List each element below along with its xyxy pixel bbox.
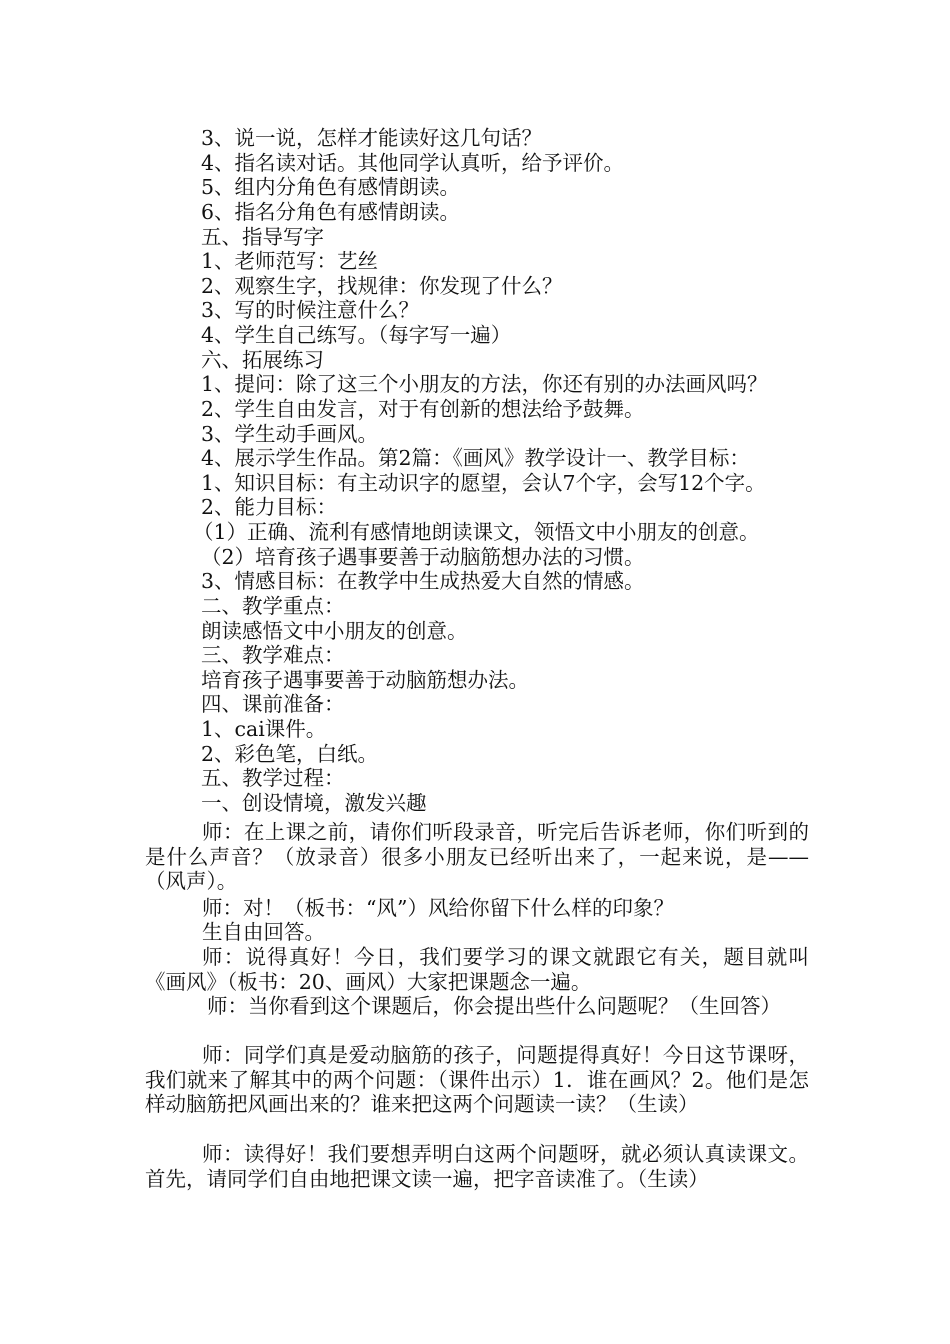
text-line: 朗读感悟文中小朋友的创意。 <box>201 619 468 643</box>
text-line: 2、能力目标： <box>201 495 338 519</box>
section-heading: 一、创设情境，激发兴趣 <box>201 791 427 815</box>
section-heading: 六、拓展练习 <box>201 348 324 372</box>
paragraph: 师：对！（板书：“风”）风给你留下什么样的印象？ <box>202 896 674 920</box>
paragraph: 师：当你看到这个课题后，你会提出些什么问题呢？（生回答） <box>207 994 781 1018</box>
text-line: 3、写的时候注意什么？ <box>201 298 420 322</box>
text-line: 6、指名分角色有感情朗读。 <box>201 200 461 224</box>
section-heading: 四、课前准备： <box>201 692 345 716</box>
text-line: 4、学生自己练写。（每字写一遍） <box>201 323 512 347</box>
text-line: 3、情感目标：在教学中生成热爱大自然的情感。 <box>201 569 645 593</box>
text-line: 3、学生动手画风。 <box>201 422 379 446</box>
text-line: 4、指名读对话。其他同学认真听，给予评价。 <box>201 151 625 175</box>
text-line: 1、cai课件。 <box>201 717 327 741</box>
paragraph: 师：说得真好！今日，我们要学习的课文就跟它有关，题目就叫《画风》（板书：20、画风）大家把课题念一遍。 <box>145 945 809 994</box>
section-heading: 五、教学过程： <box>201 766 345 790</box>
text-line: （1）正确、流利有感情地朗读课文，领悟文中小朋友的创意。 <box>193 520 760 544</box>
section-heading: 二、教学重点： <box>201 594 345 618</box>
text-line: 培育孩子遇事要善于动脑筋想办法。 <box>201 668 529 692</box>
paragraph: 生自由回答。 <box>202 920 325 944</box>
paragraph: 师：同学们真是爱动脑筋的孩子，问题提得真好！今日这节课呀，我们就来了解其中的两个问题：（课件出示）1．谁在画风？2。他们是怎样动脑筋把风画出来的？谁来把这两个问题读一读？（生读） <box>145 1043 809 1117</box>
text-line: （2）培育孩子遇事要善于动脑筋想办法的习惯。 <box>201 545 645 569</box>
text-line: 1、提问：除了这三个小朋友的方法，你还有别的办法画风吗？ <box>201 372 768 396</box>
text-line: 1、知识目标：有主动识字的愿望，会认7个字，会写12个字。 <box>201 471 766 495</box>
section-heading: 三、教学难点： <box>201 643 345 667</box>
text-line: 1、老师范写：艺丝 <box>201 249 379 273</box>
paragraph: 师：在上课之前，请你们听段录音，听完后告诉老师，你们听到的是什么声音？（放录音）很多小朋友已经听出来了，一起来说，是——（风声）。 <box>145 820 809 894</box>
text-line: 2、观察生字，找规律：你发现了什么？ <box>201 274 563 298</box>
text-line: 2、学生自由发言，对于有创新的想法给予鼓舞。 <box>201 397 645 421</box>
section-heading: 五、指导写字 <box>201 225 324 249</box>
text-line: 3、说一说，怎样才能读好这几句话？ <box>201 126 543 150</box>
text-line: 5、组内分角色有感情朗读。 <box>201 175 461 199</box>
paragraph: 师：读得好！我们要想弄明白这两个问题呀，就必须认真读课文。首先，请同学们自由地把课文读一遍，把字音读准了。（生读） <box>145 1142 809 1191</box>
text-line: 2、彩色笔，白纸。 <box>201 742 379 766</box>
text-line: 4、展示学生作品。第2篇：《画风》教学设计一、教学目标： <box>201 446 750 470</box>
